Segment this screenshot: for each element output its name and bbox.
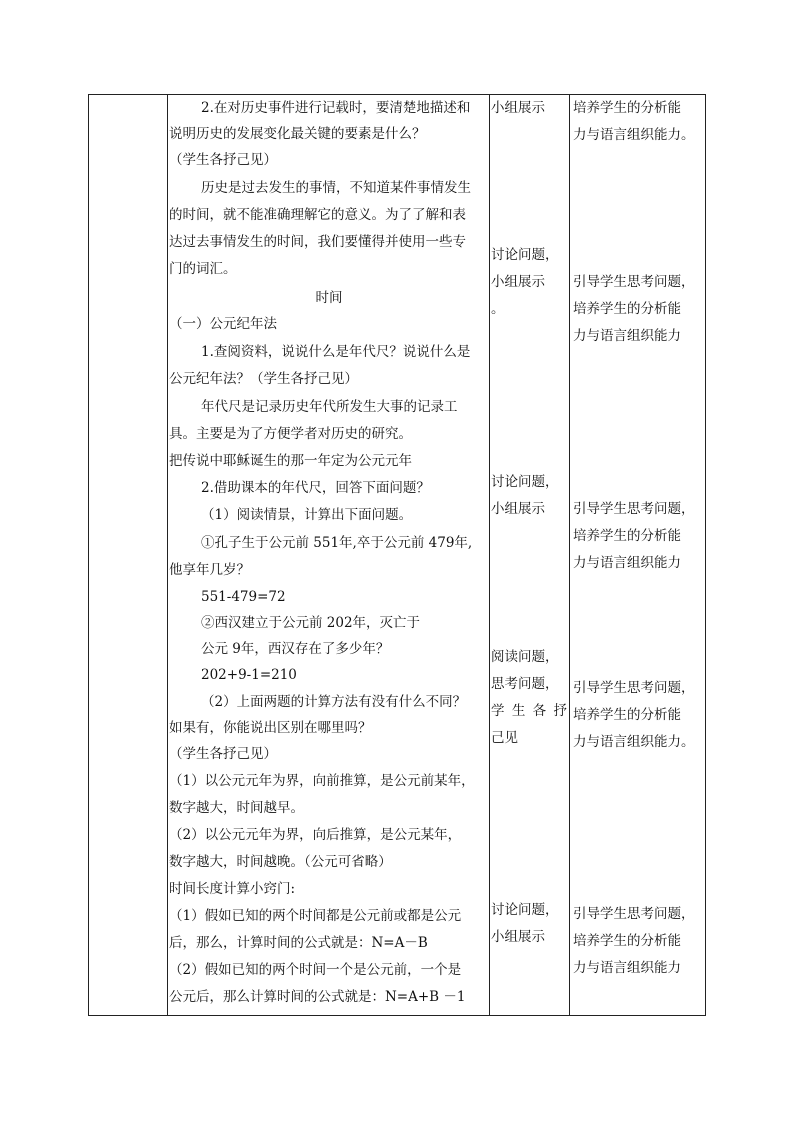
section-heading: 时间 — [315, 290, 343, 306]
purpose-line: 引导学生思考问题， — [573, 906, 695, 922]
content-line: 时间长度计算小窍门: — [169, 881, 296, 897]
activity-line: 阅读问题， — [491, 649, 559, 665]
content-line: 说明历史的发展变化最关键的要素是什么？ — [169, 126, 426, 142]
activity-line: 讨论问题， — [491, 247, 559, 263]
content-line: 的时间，就不能准确理解它的意义。为了了解和表 — [169, 207, 466, 223]
purpose-line: 引导学生思考问题， — [573, 680, 695, 696]
content-line: 2.借助课本的年代尺，回答下面问题？ — [201, 480, 430, 496]
purpose-line: 力与语言组织能力 — [573, 960, 681, 976]
purpose-line: 引导学生思考问题， — [573, 501, 695, 517]
content-line: 202+9-1=210 — [201, 667, 297, 683]
content-line: 达过去事情发生的时间，我们要懂得并使用一些专 — [169, 234, 466, 250]
purpose-line: 力与语言组织能力 — [573, 328, 681, 344]
content-line: 551-479=72 — [201, 589, 286, 605]
activity-line: 小组展示 — [491, 100, 545, 116]
content-line: 数字越大，时间越晚。（公元可省略） — [169, 854, 392, 870]
content-line: 他享年几岁？ — [169, 562, 250, 578]
activity-line: 讨论问题， — [491, 474, 559, 490]
activity-line: 小组展示 — [491, 501, 545, 517]
content-line: （一）公元纪年法 — [169, 316, 277, 332]
activity-line: 学 生 各 抒 — [491, 703, 567, 719]
purpose-line: 培养学生的分析能 — [573, 528, 681, 544]
content-line: （2）假如已知的两个时间一个是公元前，一个是 — [169, 962, 462, 978]
content-line: 数字越大，时间越早。 — [169, 800, 304, 816]
purpose-line: 力与语言组织能力 — [573, 555, 681, 571]
lesson-table — [88, 94, 706, 1016]
activity-line: 讨论问题， — [491, 902, 559, 918]
content-line: 2.在对历史事件进行记载时，要清楚地描述和 — [201, 100, 471, 116]
content-line: ①孔子生于公元前 551年,卒于公元前 479年, — [201, 535, 473, 551]
content-line: （学生各抒己见） — [169, 746, 277, 762]
purpose-line: 引导学生思考问题， — [573, 274, 695, 290]
content-line: 门的词汇。 — [169, 261, 237, 277]
purpose-line: 培养学生的分析能 — [573, 100, 681, 116]
content-line: （学生各抒己见） — [169, 152, 277, 168]
content-line: ②西汉建立于公元前 202年，灭亡于 — [201, 615, 421, 631]
content-line: 公元纪年法？（学生各抒己见） — [169, 371, 358, 387]
content-line: 公元后，那么计算时间的公式就是：N=A+B －1 — [169, 989, 466, 1005]
content-line: 公元 9年，西汉存在了多少年？ — [201, 641, 390, 657]
activity-line: 。 — [491, 301, 505, 317]
activity-line: 思考问题， — [491, 676, 559, 692]
content-line: 1.查阅资料，说说什么是年代尺？说说什么是 — [201, 344, 471, 360]
content-line: 后，那么，计算时间的公式就是：N=A－B — [169, 935, 428, 951]
column-divider — [489, 95, 490, 1015]
activity-line: 己见 — [491, 730, 518, 746]
content-line: 年代尺是记录历史年代所发生大事的记录工 — [201, 399, 458, 415]
purpose-line: 培养学生的分析能 — [573, 707, 681, 723]
content-line: （1）以公元元年为界，向前推算，是公元前某年， — [169, 773, 475, 789]
column-divider — [167, 95, 168, 1015]
activity-line: 小组展示 — [491, 929, 545, 945]
purpose-line: 培养学生的分析能 — [573, 933, 681, 949]
purpose-line: 力与语言组织能力。 — [573, 734, 695, 750]
activity-line: 小组展示 — [491, 274, 545, 290]
content-line: 把传说中耶稣诞生的那一年定为公元元年 — [169, 453, 412, 469]
content-line: （2）上面两题的计算方法有没有什么不同？ — [201, 694, 467, 710]
content-line: 具。主要是为了方便学者对历史的研究。 — [169, 426, 412, 442]
column-divider — [569, 95, 570, 1015]
content-line: 如果有，你能说出区别在哪里吗？ — [169, 720, 372, 736]
content-line: 历史是过去发生的事情，不知道某件事情发生 — [201, 180, 471, 196]
purpose-line: 培养学生的分析能 — [573, 301, 681, 317]
content-line: （2）以公元元年为界，向后推算，是公元某年， — [169, 827, 462, 843]
content-line: （1）假如已知的两个时间都是公元前或都是公元 — [169, 908, 462, 924]
purpose-line: 力与语言组织能力。 — [573, 127, 695, 143]
content-line: （1）阅读情景，计算出下面问题。 — [201, 507, 413, 523]
